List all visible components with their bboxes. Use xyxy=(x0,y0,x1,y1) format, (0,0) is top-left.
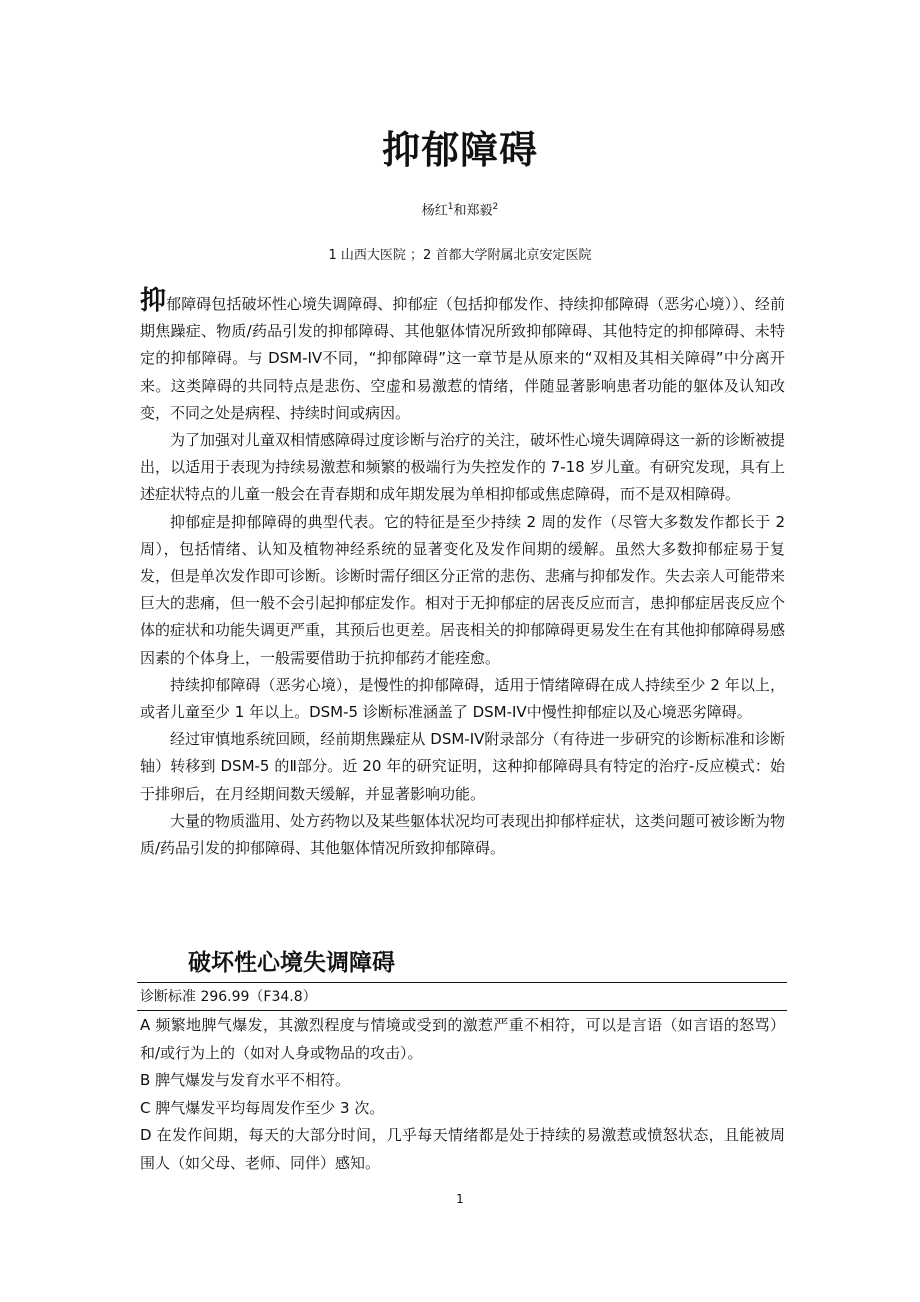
author-2: 和郑毅 xyxy=(453,203,493,219)
section-heading: 破坏性心境失调障碍 xyxy=(188,950,395,976)
intro-paragraph-4: 持续抑郁障碍（恶劣心境），是慢性的抑郁障碍，适用于情绪障碍在成人持续至少 2 年以上，或者儿童至少 1 年以上。DSM-5 诊断标准涵盖了 DSM-IV中慢性抑郁症以及心境恶劣障碍。 xyxy=(140,675,785,722)
criterion-a: A 频繁地脾气爆发，其激烈程度与情境或受到的激惹严重不相符，可以是言语（如言语的怒骂）和/或行为上的（如对人身或物品的攻击）。 xyxy=(140,1016,785,1062)
intro-paragraph-6: 大量的物质滥用、处方药物以及某些躯体状况均可表现出抑郁样症状，这类问题可被诊断为物质/药品引发的抑郁障碍、其他躯体情况所致抑郁障碍。 xyxy=(140,811,786,858)
criterion-b: B 脾气爆发与发育水平不相符。 xyxy=(140,1071,351,1089)
intro-paragraph-5: 经过审慎地系统回顾，经前期焦躁症从 DSM-IV附录部分（有待进一步研究的诊断标准和诊断轴）转移到 DSM-5 的Ⅱ部分。近 20 年的研究证明，这种抑郁障碍具有特定的治疗-反应模式：始于排卵后，在月经期间数天缓解，并显著影响功能。 xyxy=(140,730,785,803)
author-1-affil-mark: 1 xyxy=(447,202,454,212)
criteria-list xyxy=(140,1012,785,1177)
criteria-header: 诊断标准 296.99（F34.8） xyxy=(140,989,317,1005)
author-2-affil-mark: 2 xyxy=(492,202,499,212)
intro-paragraph-1 xyxy=(140,288,785,427)
affiliation-line: 1 山西大医院 ；2 首都大学附属北京安定医院 xyxy=(328,248,592,263)
document-title: 抑郁障碍 xyxy=(381,128,538,172)
criteria-header-rule xyxy=(137,1010,787,1011)
criterion-d: D 在发作间期，每天的大部分时间，几乎每天情绪都是处于持续的易激惹或愤怒状态，且能被周围人（如父母、老师、同伴）感知。 xyxy=(140,1126,785,1172)
intro-paragraph-3: 抑郁症是抑郁障碍的典型代表。它的特征是至少持续 2 周的发作（尽管大多数发作都长于 2 周），包括情绪、认知及植物神经系统的显著变化及发作间期的缓解。虽然大多数抑郁症易于复发，但是单次发作即可诊断。诊断时需仔细区分正常的悲伤、悲痛与抑郁发作。失去亲人可能带来巨大的悲痛，但一般不会引起抑郁症发作。相对于无抑郁症的居丧反应而言，患抑郁症居丧反应个体的症状和功能失调更严重，其预后也更差。居丧相关的抑郁障碍更易发生在有其他抑郁障碍易感因素的个体身上，一般需要借助于抗抑郁药才能痊愈。 xyxy=(140,512,786,667)
intro-paragraph-2: 为了加强对儿童双相情感障碍过度诊断与治疗的关注，破坏性心境失调障碍这一新的诊断被提出，以适用于表现为持续易激惹和频繁的极端行为失控发作的 7-18 岁儿童。有研究发现，具有上述症状特点的儿童一般会在青春期和成年期发展为单相抑郁或焦虑障碍，而不是双相障碍。 xyxy=(140,431,786,504)
author-1: 杨红 xyxy=(421,203,448,219)
intro-paragraph-1-text: 郁障碍包括破坏性心境失调障碍、抑郁症（包括抑郁发作、持续抑郁障碍（恶劣心境））、经前期焦躁症、物质/药品引发的抑郁障碍、其他躯体情况所致抑郁障碍、其他特定的抑郁障碍、未特定的抑郁障碍。与 DSM-IV不同，“抑郁障碍”这一章节是从原来的“双相及其相关障碍”中分离开来。这类障碍的共同特点是悲伤、空虚和易激惹的情绪，伴随显著影响患者功能的躯体及认知改变，不同之处是病程、持续时间或病因。 xyxy=(140,295,785,422)
page-number: 1 xyxy=(456,1192,464,1206)
criterion-c: C 脾气爆发平均每周发作至少 3 次。 xyxy=(140,1098,385,1117)
author-line xyxy=(0,196,920,222)
criteria-top-rule xyxy=(137,982,787,983)
intro-body xyxy=(140,288,785,862)
drop-cap: 抑 xyxy=(140,286,167,316)
